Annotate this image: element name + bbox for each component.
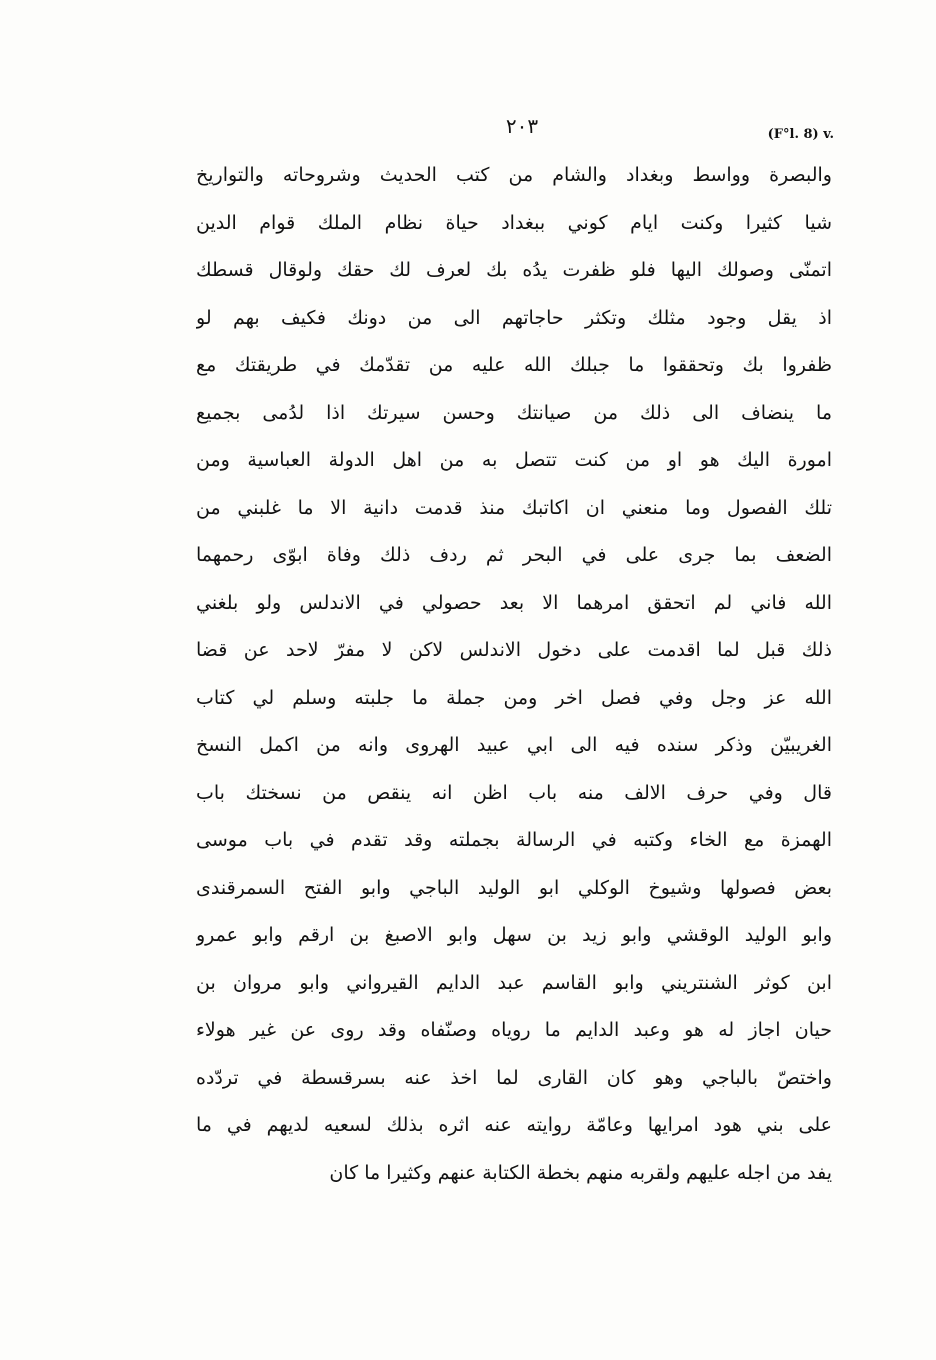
text-line: الله عز وجل وفي فصل اخر ومن جملة ما جلبته وسلم لي كتاب: [196, 686, 832, 709]
text-line: وابو الوليد الوقشي وابو زيد بن سهل وابو الاصبغ بن ارقم وابو عمرو: [196, 924, 832, 946]
text-line: الله فاني لم اتحقق امرهما الا بعد حصولي في الاندلس ولو بلغني: [196, 591, 832, 614]
text-line: الضعف بما جرى على في البحر ثم ردف ذلك وفاة ابوّى رحمهما: [196, 544, 832, 566]
text-line: قال وفي حرف الالف منه باب اظن انه ينقص من نسختك باب: [196, 781, 832, 804]
arabic-text-body: [196, 152, 832, 1197]
page-number: ٢٠٣: [505, 114, 539, 138]
text-line: يفد من اجله عليهم ولقربه منهم بخطة الكتابة عنهم وكثيرا ما كان: [329, 1161, 832, 1184]
text-line: اذ يقل وجود مثلك وتكثر حاجاتهم الى من دونك فكيف بهم لو: [196, 306, 832, 329]
text-line: اتمنّى وصولك اليها فلو ظفرت يدُه بك لعرف لك حقك ولوقال قسطك: [196, 259, 832, 281]
text-line: واختصّ بالباجي وهو كان القارى لما اخذ عنه بسرقسطة في تردّده: [196, 1066, 832, 1089]
text-line: تلك الفصول وما منعني ان اكاتبك منذ قدمت دانية الا ما غلبني من: [196, 496, 832, 519]
text-line: ظفروا بك وتحققوا ما جبلك الله عليه من تقدّمك في طريقتك مع: [196, 354, 832, 376]
text-line: والبصرة وواسط وبغداد والشام من كتب الحديث وشروحاته والتواريخ: [196, 164, 832, 186]
text-line: شيا كثيرا وكنت ايام كوني ببغداد حياة نظام الملك قوام الدين: [196, 211, 832, 234]
text-line: ما ينضاف الى ذلك من صيانتك وحسن سيرتك اذا لدُمى بجميع: [196, 401, 832, 424]
text-line: على بني هود امرايها وعامّة روايته عنه اثره بذلك لسعيه لديهم في ما: [196, 1114, 832, 1136]
text-line: ابن كوثر الشنتريني وابو القاسم عبد الدايم القيرواني وابو مروان بن: [196, 971, 832, 994]
text-line: الغريبيّن وذكر سنده فيه الى ابي عبيد الهروى وانه من اكمل النسخ: [196, 734, 832, 756]
text-line: حيان اجاز له هو وعبد الدايم ما روياه وصنّفاه وقد روى عن غير هولاء: [196, 1019, 832, 1041]
text-line: بعض فصولها وشيوخ الوكلي ابو الوليد الباجي وابو الفتح السمرقندى: [196, 876, 832, 899]
manuscript-folio-reference: (F°l. 8) v.: [767, 127, 834, 142]
text-line: ذلك قبل لما اقدمت على دخول الاندلس لاكن لا مفرّ لاحد عن قضا: [196, 639, 832, 661]
text-line: الهمزة مع الخاء وكتبه في الرسالة بجملته وقد تقدم في باب موسى: [196, 829, 832, 851]
text-line: امورة اليك هو او من كنت تتصل به من اهل الدولة العباسية ومن: [196, 449, 832, 471]
